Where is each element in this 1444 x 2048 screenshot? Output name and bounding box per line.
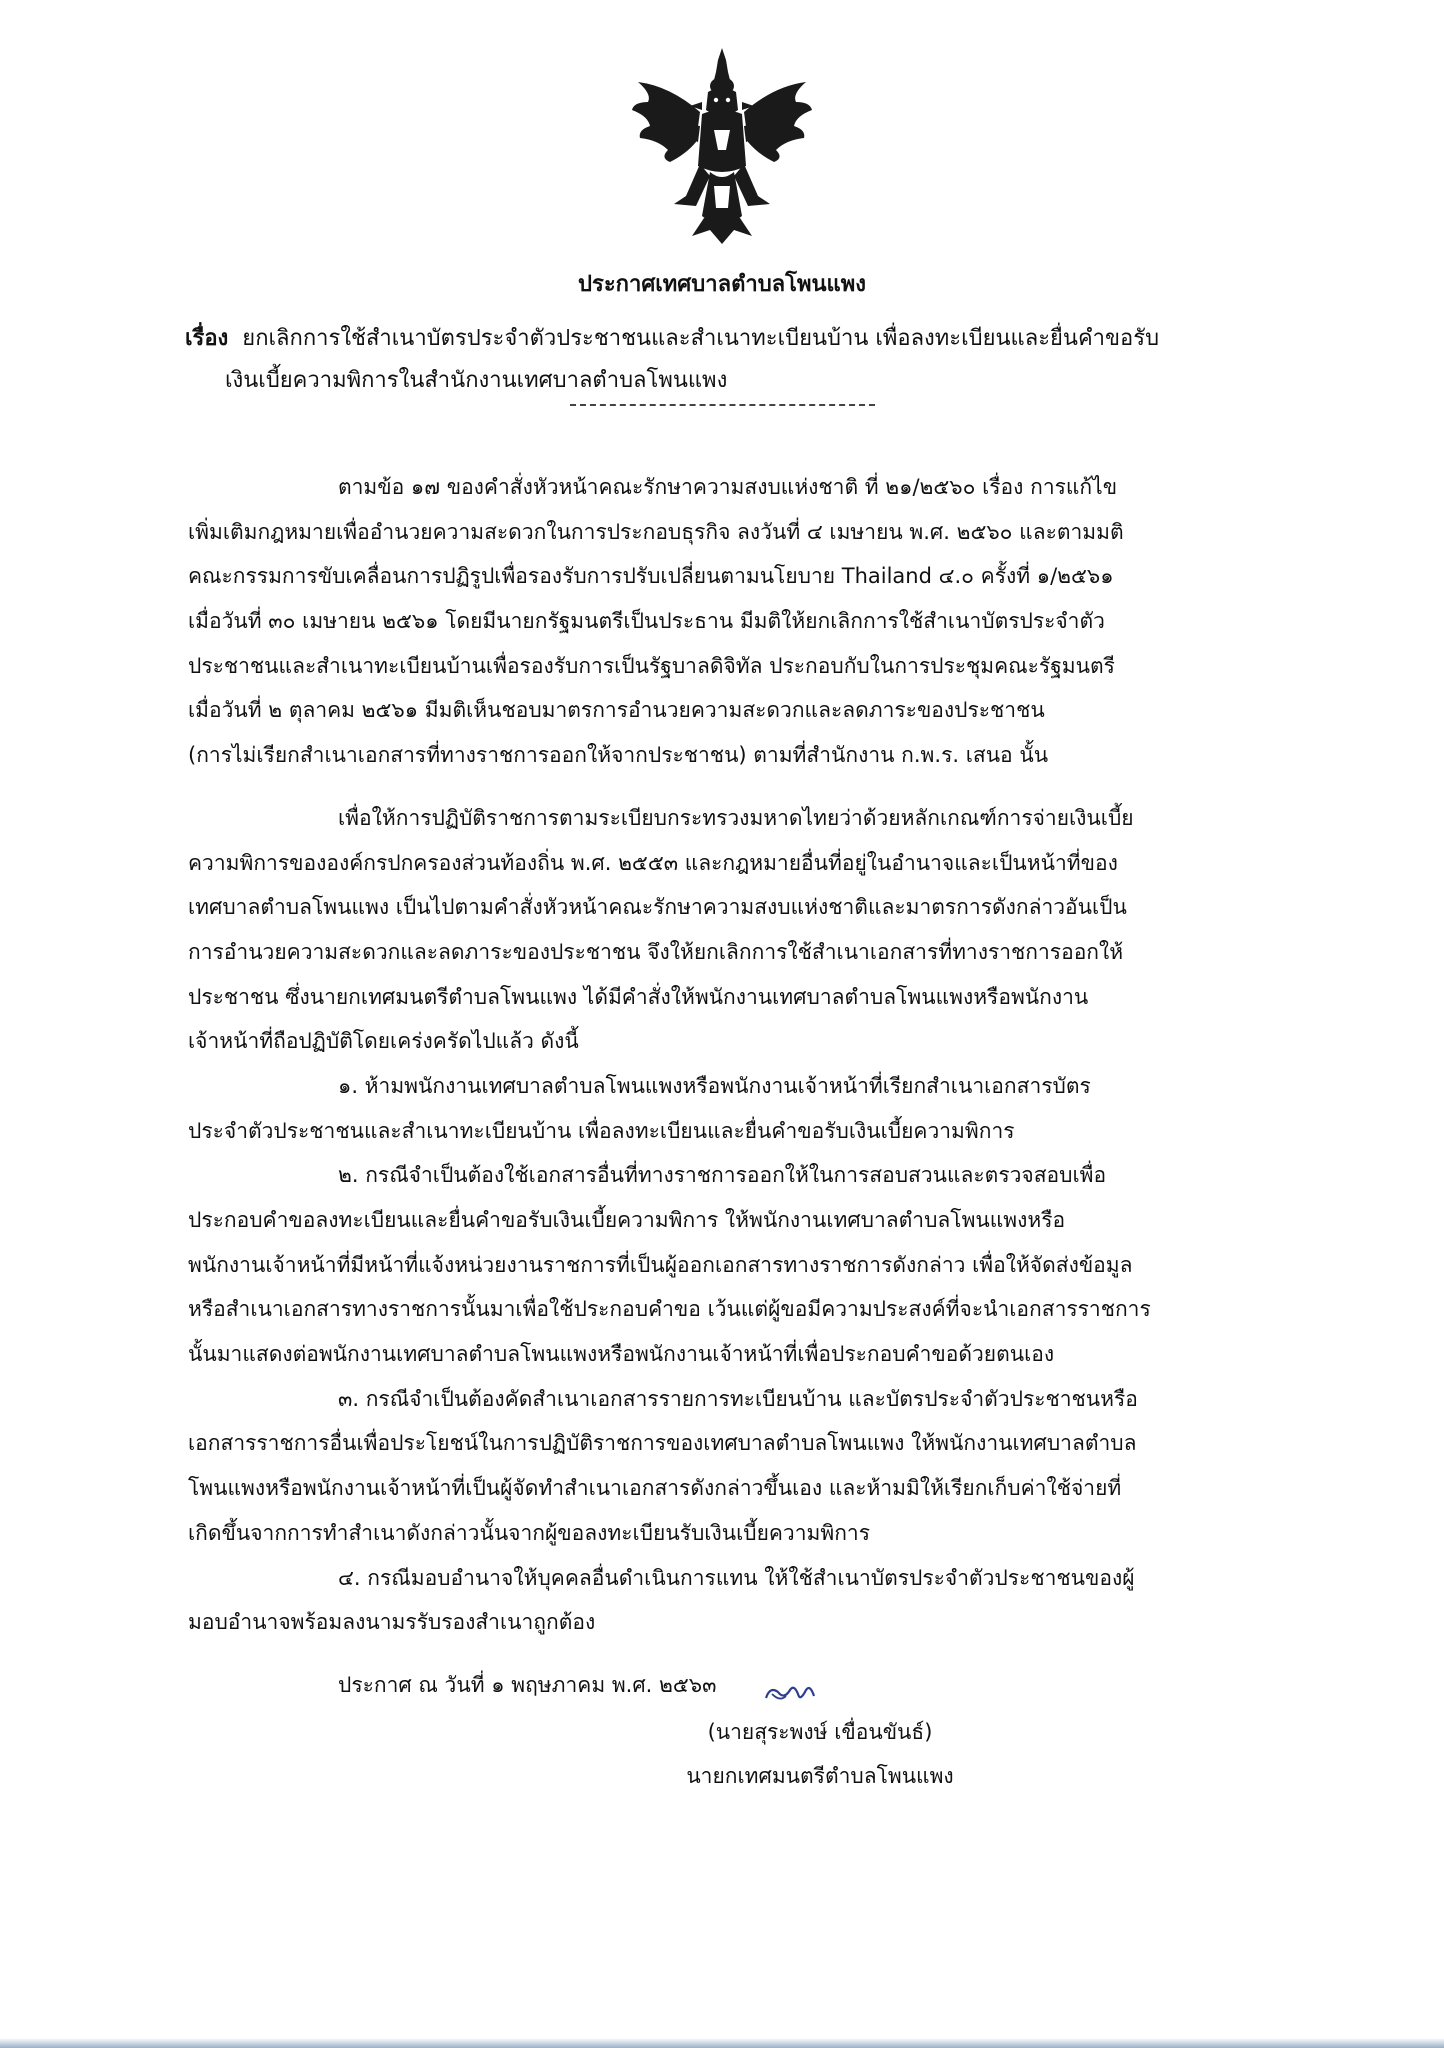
announcement-title: ประกาศเทศบาลตำบลโพนแพง	[578, 272, 866, 297]
handwritten-signature-icon	[760, 1680, 820, 1710]
text-line: ตามข้อ ๑๗ ของคำสั่งหัวหน้าคณะรักษาความสงบแห่งชาติ ที่ ๒๑/๒๕๖๐ เรื่อง การแก้ไข	[338, 475, 1118, 499]
text-line: เพิ่มเติมกฎหมายเพื่ออำนวยความสะดวกในการประกอบธุรกิจ ลงวันที่ ๔ เมษายน พ.ศ. ๒๕๖๐ และตามมติ	[188, 519, 1124, 544]
text-line: เกิดขึ้นจากการทำสำเนาดังกล่าวนั้นจากผู้ขอลงทะเบียนรับเงินเบี้ยความพิการ	[188, 1520, 870, 1545]
document-body	[188, 465, 1268, 1708]
paragraph-1	[188, 465, 1268, 778]
text-line: เมื่อวันที่ ๓๐ เมษายน ๒๕๖๑ โดยมีนายกรัฐมนตรีเป็นประธาน มีมติให้ยกเลิกการใช้สำเนาบัตรประจำตัว	[188, 609, 1105, 634]
subject-line-1	[185, 318, 1285, 360]
subject-label: เรื่อง	[185, 326, 229, 351]
text-line: เจ้าหน้าที่ถือปฏิบัติโดยเคร่งครัดไปแล้ว ดังนี้	[188, 1029, 579, 1054]
text-line: ประกอบคำขอลงทะเบียนและยื่นคำขอรับเงินเบี้ยความพิการ ให้พนักงานเทศบาลตำบลโพนแพงหรือ	[188, 1208, 1066, 1232]
text-line: ประชาชนและสำเนาทะเบียนบ้านเพื่อรองรับการเป็นรัฐบาลดิจิทัล ประกอบกับในการประชุมคณะรัฐมนตรี	[188, 653, 1115, 678]
signatory-position: นายกเทศมนตรีตำบลโพนแพง	[686, 1764, 954, 1788]
signatory-name: (นายสุระพงษ์ เขื่อนขันธ์)	[707, 1720, 933, 1744]
dashed-divider	[570, 404, 875, 406]
text-line: มอบอำนาจพร้อมลงนามรรับรองสำเนาถูกต้อง	[188, 1610, 596, 1635]
text-line: เมื่อวันที่ ๒ ตุลาคม ๒๕๖๑ มีมติเห็นชอบมาตรการอำนวยความสะดวกและลดภาระของประชาชน	[188, 698, 1045, 723]
text-line: เพื่อให้การปฏิบัติราชการตามระเบียบกระทรวงมหาดไทยว่าด้วยหลักเกณฑ์การจ่ายเงินเบี้ย	[338, 805, 1134, 830]
text-line: คณะกรรมการขับเคลื่อนการปฏิรูปเพื่อรองรับการปรับเปลี่ยนตามนโยบาย Thailand ๔.๐ ครั้งที่ ๑/๒๕๖๑	[188, 564, 1114, 589]
scan-edge	[0, 2038, 1444, 2048]
item-2	[188, 1153, 1268, 1376]
text-line: ๔. กรณีมอบอำนาจให้บุคคลอื่นดำเนินการแทน ให้ใช้สำเนาบัตรประจำตัวประชาชนของผู้	[338, 1565, 1135, 1590]
item-3	[188, 1377, 1268, 1556]
text-line: ประจำตัวประชาชนและสำเนาทะเบียนบ้าน เพื่อลงทะเบียนและยื่นคำขอรับเงินเบี้ยความพิการ	[188, 1118, 1015, 1143]
text-line: ๒. กรณีจำเป็นต้องใช้เอกสารอื่นที่ทางราชการออกให้ในการสอบสวนและตรวจสอบเพื่อ	[338, 1163, 1107, 1188]
text-line: (การไม่เรียกสำเนาเอกสารที่ทางราชการออกให้จากประชาชน) ตามที่สำนักงาน ก.พ.ร. เสนอ นั้น	[188, 743, 1049, 768]
text-line: ประชาชน ซึ่งนายกเทศมนตรีตำบลโพนแพง ได้มีคำสั่งให้พนักงานเทศบาลตำบลโพนแพงหรือพนักงาน	[188, 984, 1089, 1009]
text-line: พนักงานเจ้าหน้าที่มีหน้าที่แจ้งหน่วยงานราชการที่เป็นผู้ออกเอกสารทางราชการดังกล่าว เพื่อให้จัดส่งข้อมูล	[188, 1252, 1133, 1277]
subject-block	[185, 318, 1285, 402]
subject-text-1: ยกเลิกการใช้สำเนาบัตรประจำตัวประชาชนและสำเนาทะเบียนบ้าน เพื่อลงทะเบียนและยื่นคำขอรับ	[242, 326, 1160, 351]
item-4	[188, 1556, 1268, 1645]
text-line: เอกสารราชการอื่นเพื่อประโยชน์ในการปฏิบัติราชการของเทศบาลตำบลโพนแพง ให้พนักงานเทศบาลตำบล	[188, 1431, 1137, 1456]
paragraph-gap	[188, 778, 1268, 796]
text-line: โพนแพงหรือพนักงานเจ้าหน้าที่เป็นผู้จัดทำสำเนาเอกสารดังกล่าวขึ้นเอง และห้ามมิให้เรียกเก็บค่าใช้จ่ายที่	[188, 1476, 1122, 1501]
text-line: ความพิการขององค์กรปกครองส่วนท้องถิ่น พ.ศ. ๒๕๕๓ และกฎหมายอื่นที่อยู่ในอำนาจและเป็นหน้าที่ของ	[188, 850, 1118, 875]
announcement-date: ประกาศ ณ วันที่ ๑ พฤษภาคม พ.ศ. ๒๕๖๓	[338, 1672, 717, 1697]
paragraph-2	[188, 796, 1268, 1064]
item-1	[188, 1064, 1268, 1153]
text-line: การอำนวยความสะดวกและลดภาระของประชาชน จึงให้ยกเลิกการใช้สำเนาเอกสารที่ทางราชการออกให้	[188, 939, 1124, 964]
garuda-emblem-icon	[630, 46, 815, 246]
text-line: ๓. กรณีจำเป็นต้องคัดสำเนาเอกสารรายการทะเบียนบ้าน และบัตรประจำตัวประชาชนหรือ	[338, 1386, 1138, 1411]
text-line: เทศบาลตำบลโพนแพง เป็นไปตามคำสั่งหัวหน้าคณะรักษาความสงบแห่งชาติและมาตรการดังกล่าวอันเป็น	[188, 895, 1127, 920]
text-line: ๑. ห้ามพนักงานเทศบาลตำบลโพนแพงหรือพนักงานเจ้าหน้าที่เรียกสำเนาเอกสารบัตร	[338, 1073, 1091, 1098]
text-line: หรือสำเนาเอกสารทางราชการนั้นมาเพื่อใช้ประกอบคำขอ เว้นแต่ผู้ขอมีความประสงค์ที่จะนำเอกสารราชการ	[188, 1297, 1151, 1322]
text-line: นั้นมาแสดงต่อพนักงานเทศบาลตำบลโพนแพงหรือพนักงานเจ้าหน้าที่เพื่อประกอบคำขอด้วยตนเอง	[188, 1342, 1055, 1367]
paragraph-gap	[188, 1645, 1268, 1663]
subject-line-2: เงินเบี้ยความพิการในสำนักงานเทศบาลตำบลโพนแพง	[225, 368, 728, 393]
